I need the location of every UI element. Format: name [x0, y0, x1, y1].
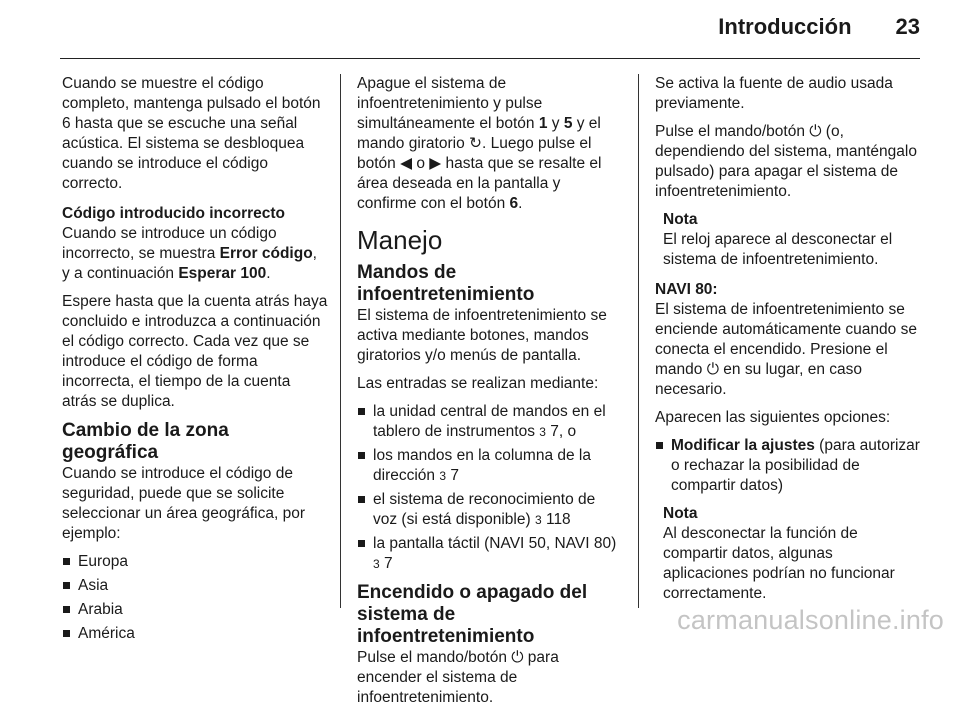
note-box	[663, 504, 921, 604]
button-ref: 6	[509, 195, 519, 212]
heading-manejo: Manejo	[357, 225, 443, 255]
page-ref: 7	[550, 423, 559, 440]
subheading-incorrect-code: Código introducido incorrecto	[62, 205, 286, 222]
paragraph	[357, 74, 623, 214]
subheading-navi80: NAVI 80:	[655, 281, 718, 298]
list-item: Europa	[62, 552, 328, 572]
page-ref-icon: 3	[534, 513, 542, 527]
note-text: Al desconectar la función de compartir datos, algunas aplicaciones podrían no funcionar correctamente.	[663, 525, 895, 602]
list-item	[357, 402, 623, 442]
paragraph: Aparecen las siguientes opciones:	[655, 409, 891, 426]
page-ref: 7	[450, 467, 459, 484]
heading-zone-change: Cambio de la zona geográfica	[62, 420, 229, 463]
paragraph: Pulse el mando/botón ⏻ para encender el sistema de infoentretenimiento.	[357, 649, 559, 706]
list-item	[357, 534, 623, 574]
note-text: El reloj aparece al desconectar el sistema de infoentretenimiento.	[663, 231, 893, 268]
text: (para autorizar o rechazar la posibilidad de compartir datos)	[671, 437, 920, 494]
text: , y a continuación	[62, 245, 317, 282]
text: la pantalla táctil (NAVI 50, NAVI 80)	[373, 535, 617, 552]
paragraph: Espere hasta que la cuenta atrás haya concluido e introduzca a continuación el código correcto. Cada vez que se introduce el código de forma incorrecta, el tiempo de la cuenta atrás se duplica.	[62, 293, 328, 410]
heading-power-on-off: Encendido o apagado del sistema de infoentretenimiento	[357, 582, 588, 647]
option-name: Modificar la ajustes	[671, 437, 815, 454]
text: Apague el sistema de infoentretenimiento y pulse simultáneamente el botón	[357, 75, 543, 132]
text: los mandos en la columna de la dirección	[373, 447, 591, 484]
list-item	[357, 446, 623, 486]
list-item: América	[62, 624, 328, 644]
page-title: Introducción	[718, 14, 852, 39]
button-ref: 1	[538, 115, 548, 132]
column-divider-1	[340, 74, 341, 608]
paragraph: Las entradas se realizan mediante:	[357, 375, 599, 392]
page-header	[718, 14, 920, 40]
list-item	[357, 490, 623, 530]
text: .	[518, 195, 523, 212]
options-list	[655, 436, 921, 496]
display-text: Error código	[219, 245, 313, 262]
watermark: carmanualsonline.info	[677, 605, 944, 635]
paragraph: Cuando se introduce el código de seguridad, puede que se solicite seleccionar un área geográfica, por ejemplo:	[62, 465, 305, 542]
text: Cuando se introduce un código incorrecto, se muestra	[62, 225, 277, 262]
rotary-knob-icon: ↻	[469, 135, 483, 152]
text: . Luego pulse el botón	[357, 135, 592, 172]
list-item: Asia	[62, 576, 328, 596]
button-ref: 5	[563, 115, 573, 132]
text: el sistema de reconocimiento de voz (si está disponible)	[373, 491, 596, 528]
text: o	[412, 155, 430, 172]
paragraph: Pulse el mando/botón ⏻ (o, dependiendo del sistema, manténgalo pulsado) para apagar el sistema de infoentretenimiento.	[655, 123, 917, 200]
column-1	[62, 74, 328, 652]
column-3	[655, 74, 921, 614]
arrow-right-icon: ▶	[429, 155, 442, 172]
list-item: Arabia	[62, 600, 328, 620]
text: hasta que se resalte el área deseada en la pantalla y confirme con el botón	[357, 155, 602, 212]
page-ref: 118	[545, 511, 571, 528]
text: y	[547, 115, 564, 132]
paragraph: El sistema de infoentretenimiento se enciende automáticamente cuando se conecta el encendido. Presione el mando ⏻ en su lugar, en caso necesario.	[655, 301, 917, 398]
text: , o	[558, 423, 577, 440]
arrow-left-icon: ◀	[400, 155, 413, 172]
heading-controls: Mandos de infoentretenimiento	[357, 262, 535, 305]
note-label: Nota	[663, 211, 698, 228]
paragraph: Se activa la fuente de audio usada previamente.	[655, 75, 893, 112]
region-list	[62, 552, 328, 644]
note-label: Nota	[663, 505, 698, 522]
header-rule	[60, 58, 920, 59]
list-item	[655, 436, 921, 496]
input-methods-list	[357, 402, 623, 574]
text: .	[266, 265, 271, 282]
column-divider-2	[638, 74, 639, 608]
paragraph: Cuando se muestre el código completo, mantenga pulsado el botón 6 hasta que se escuche una señal acústica. El sistema se desbloquea cuando se introduce el código correcto.	[62, 75, 321, 192]
page-ref: 7	[384, 555, 393, 572]
paragraph	[62, 224, 328, 284]
display-text: Esperar 100	[178, 265, 267, 282]
text: la unidad central de mandos en el tablero de instrumentos	[373, 403, 606, 440]
page-ref-icon: 3	[373, 557, 380, 571]
paragraph: El sistema de infoentretenimiento se activa mediante botones, mandos giratorios y/o menús de pantalla.	[357, 307, 607, 364]
note-box	[663, 210, 921, 270]
text: y el mando giratorio	[357, 115, 601, 152]
page-number: 23	[895, 14, 920, 39]
page-ref-icon: 3	[539, 425, 546, 439]
column-2	[357, 74, 623, 716]
page-ref-icon: 3	[439, 469, 447, 483]
